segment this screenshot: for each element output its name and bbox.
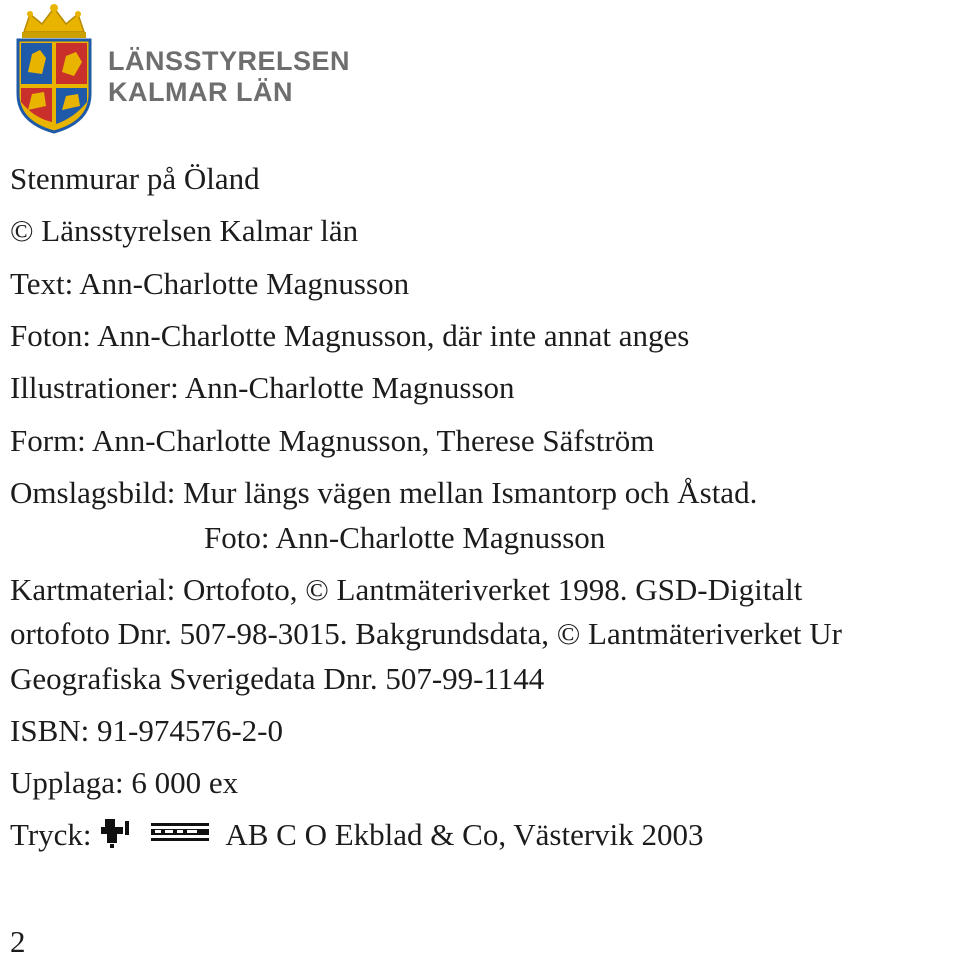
- copyright-line: © Länsstyrelsen Kalmar län: [10, 213, 359, 248]
- print-label: Tryck:: [10, 817, 100, 852]
- logo-line-2: KALMAR LÄN: [108, 77, 293, 107]
- printer-line: [10, 817, 704, 853]
- cover-caption: Omslagsbild: Mur längs vägen mellan Ismantorp och Åstad.: [10, 475, 758, 510]
- header-logo: [10, 2, 355, 134]
- book-title: Stenmurar på Öland: [10, 161, 260, 196]
- printer-logo-icon: [99, 817, 219, 851]
- logo-wordmark: [108, 46, 358, 108]
- coat-of-arms-icon: [10, 2, 98, 134]
- design-credit: Form: Ann-Charlotte Magnusson, Therese Säfström: [10, 423, 655, 458]
- page-number: 2: [10, 924, 26, 959]
- map-credit-line-3: Geografiska Sverigedata Dnr. 507-99-1144: [10, 661, 545, 696]
- cover-photo-credit: Foto: Ann-Charlotte Magnusson: [204, 520, 606, 555]
- logo-line-1: LÄNSSTYRELSEN: [108, 46, 351, 76]
- photo-credit: Foton: Ann-Charlotte Magnusson, där inte annat anges: [10, 318, 690, 353]
- isbn-line: ISBN: 91-974576-2-0: [10, 713, 283, 748]
- printer-name: AB C O Ekblad & Co, Västervik 2003: [225, 817, 704, 852]
- illustration-credit: Illustrationer: Ann-Charlotte Magnusson: [10, 370, 515, 405]
- map-credit-line-2: ortofoto Dnr. 507-98-3015. Bakgrundsdata, © Lantmäteriverket Ur: [10, 616, 842, 651]
- map-credit-line-1: Kartmaterial: Ortofoto, © Lantmäteriverket 1998. GSD-Digitalt: [10, 572, 803, 607]
- edition-line: Upplaga: 6 000 ex: [10, 765, 239, 800]
- text-credit: Text: Ann-Charlotte Magnusson: [10, 266, 410, 301]
